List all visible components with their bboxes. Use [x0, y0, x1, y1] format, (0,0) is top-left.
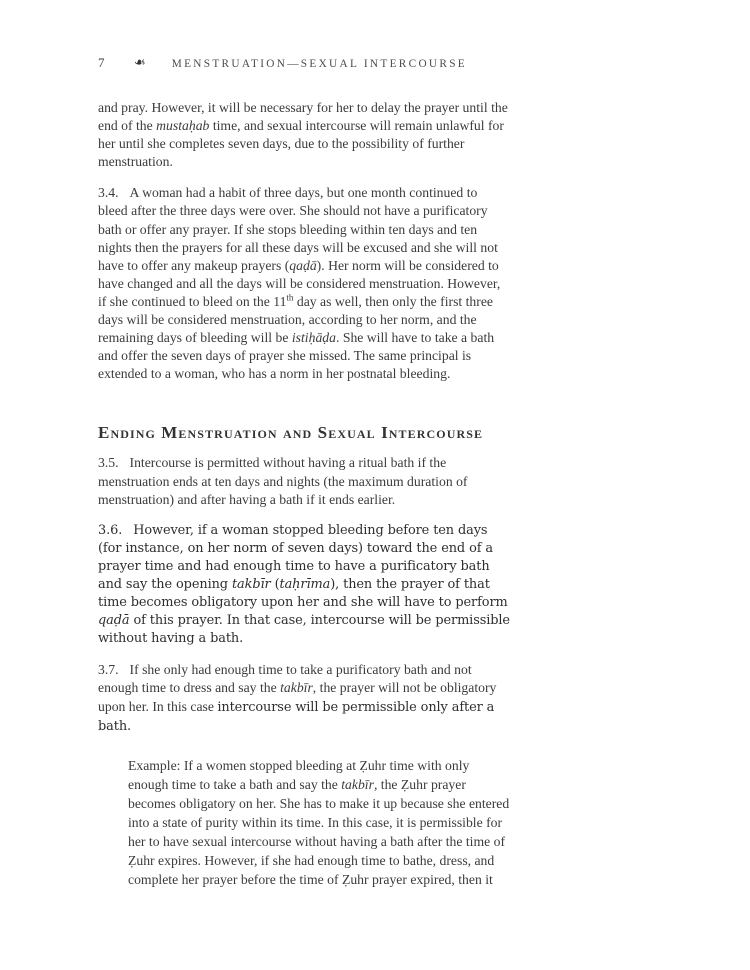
text-run: , the Ẓuhr prayer becomes obligatory on her. She has to make it up because she entered into a state of purity within its time. In this case, it is permissible for her to have sexual intercourse without having a bath after the time of Ẓuhr expires. However, if she had enough time to bathe, dress, and complete her prayer before the time of Ẓuhr prayer expired, then it — [128, 776, 510, 887]
text-run: , the prayer will not be obligatory upon her. In this case — [98, 680, 497, 714]
text-run: . She will have to take a bath and offer the seven days of prayer she missed. The same principal is extended to a woman, who has a norm in her postnatal bleeding. — [98, 330, 495, 382]
text-run: A woman had a habit of three days, but one month continued to bleed after the three days were over. She should not have a purificatory bath or offer any prayer. If she stops bleeding within ten days and ten nights then the prayers for all these days will be excused and she will not have to offer any makeup prayers ( — [98, 185, 498, 273]
text-run: and pray. However, it will be necessary for her to delay the prayer until the end of the — [98, 100, 508, 134]
paragraph — [98, 661, 510, 735]
text-run: time, and sexual intercourse will remain unlawful for her until she completes seven days, due to the possibility of further menstruation. — [98, 118, 504, 170]
italic-term: mustaḥab — [156, 118, 210, 134]
paragraph-number: 3.5. — [98, 455, 119, 471]
text-run: ). Her norm will be considered to have changed and all the days will be considered menstruation. However, if she continued to bleed on the 11 — [98, 257, 501, 309]
italic-term: istiḥāḍa — [291, 330, 336, 346]
italic-term: takbīr — [280, 680, 313, 696]
text-run: of this prayer. In that case, intercourse will be permissible without having a bath. — [98, 613, 510, 647]
italic-term: taḥrīma — [279, 576, 331, 592]
text-run: ), then the prayer of that time becomes obligatory upon her and she will have to perform — [98, 576, 508, 611]
paragraph-number: 3.7. — [98, 662, 119, 678]
section-heading: Ending Menstruation and Sexual Intercourse — [98, 423, 484, 443]
text-run: th — [286, 292, 294, 303]
running-header — [98, 55, 510, 72]
text-run: Example: If a women stopped bleeding at Ẓuhr time with only enough time to take a bath and say the — [128, 757, 470, 792]
italic-term: qaḍā — [289, 257, 317, 273]
paragraph — [98, 99, 510, 171]
example-block — [128, 756, 510, 889]
italic-term: takbīr — [231, 576, 271, 592]
running-title: MENSTRUATION—SEXUAL INTERCOURSE — [171, 58, 467, 70]
paragraph — [98, 184, 510, 383]
text-run: day as well, then only the first three days will be considered menstruation, according to her norm, and the remaining days of bleeding will be — [98, 293, 493, 346]
text-run: Intercourse is permitted without having a ritual bath if the menstruation ends at ten days and nights (the maximum duration of menstruation) and after having a bath if it ends earlier. — [98, 455, 468, 507]
text-column — [98, 55, 510, 902]
italic-term: qaḍā — [98, 613, 130, 629]
page-flow — [98, 99, 510, 889]
fleuron-icon: ❧ — [134, 56, 146, 71]
text-run: ( — [270, 576, 280, 592]
paragraph-number: 3.4. — [98, 185, 119, 201]
text-run: However, if a woman stopped bleeding before ten days (for instance, on her norm of seven days) toward the end of a prayer time and had enough time to have a purificatory bath and say the opening — [98, 522, 493, 592]
text-run: intercourse will be permissible only after a bath. — [98, 699, 495, 734]
italic-term: takbīr — [341, 776, 374, 792]
paragraph-number: 3.6. — [98, 522, 123, 538]
paragraph — [98, 522, 510, 649]
paragraph — [98, 454, 510, 508]
page-number: 7 — [98, 55, 105, 70]
text-run: If she only had enough time to take a purificatory bath and not enough time to dress and say the — [98, 662, 472, 696]
